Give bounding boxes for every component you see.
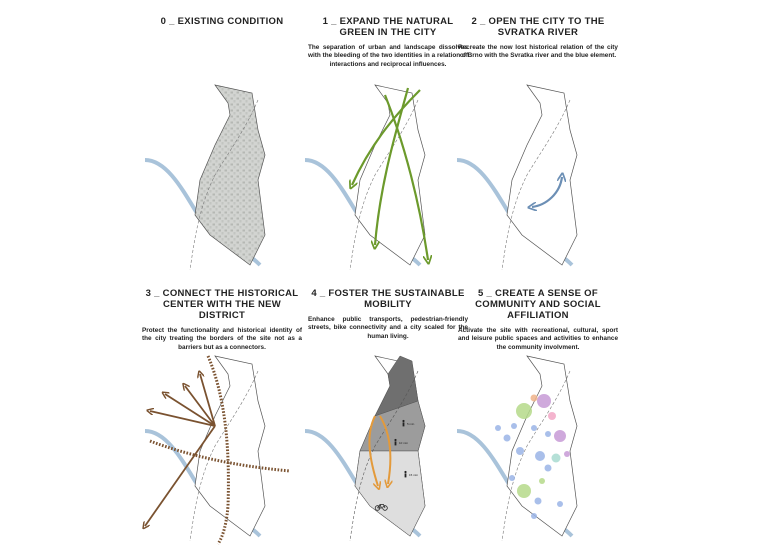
panel-connect-center: [142, 288, 302, 352]
site-boundary: [195, 356, 265, 536]
map-open-river: [452, 85, 612, 275]
panel-description: Enhance public transports, pedestrian-friendly streets, bike connectivity and a city scaled for the human living.: [308, 316, 468, 340]
panel-existing-condition: [142, 16, 302, 27]
pedestrian-icon: [404, 471, 406, 478]
panel-expand-green: [308, 16, 468, 69]
panel-title: 1 _ EXPAND THE NATURAL GREEN IN THE CITY: [322, 16, 454, 38]
panel-description: Recreate the now lost historical relation of the city of Brno with the Svratka river and the blue element.: [458, 44, 618, 60]
site-boundary: [507, 85, 577, 265]
map-community: [452, 356, 612, 546]
panel-title: 3 _ CONNECT THE HISTORICAL CENTER WITH THE NEW DISTRICT: [145, 288, 299, 321]
time-label-15: 15 min: [409, 473, 419, 477]
panel-sustainable-mobility: [308, 288, 468, 341]
panel-description: The separation of urban and landscape dissolves with the bleeding of the two identities in a relation of interactions and reciprocal influences.: [308, 44, 468, 68]
panel-description: Protect the functionality and historical identity of the city treating the borders of the site not as a barriers but as a connectors.: [142, 327, 302, 351]
panel-title: 2 _ OPEN THE CITY TO THE SVRATKA RIVER: [471, 16, 605, 38]
time-label-10: 10 min: [399, 441, 409, 445]
map-sustainable-mobility: [300, 356, 460, 546]
time-label-5: 5 min: [407, 422, 415, 426]
site-boundary-urban: [195, 85, 265, 265]
pedestrian-icon: [402, 420, 404, 427]
site-boundary: [355, 85, 425, 265]
panel-title: 0 _ EXISTING CONDITION: [160, 16, 284, 27]
map-connect-center: [140, 356, 300, 546]
panel-description: Activate the site with recreational, cultural, sport and leisure public spaces and activities to enhance the community involvment.: [458, 327, 618, 351]
site-boundary: [507, 356, 577, 536]
panel-title: 4 _ FOSTER THE SUSTAINABLE MOBILITY: [311, 288, 465, 310]
panel-community: [458, 288, 618, 352]
map-existing-condition: [140, 85, 300, 275]
panel-open-river: [458, 16, 618, 61]
panel-title: 5 _ CREATE A SENSE OF COMMUNITY AND SOCIAL AFFILIATION: [475, 288, 601, 321]
pedestrian-icon: [394, 439, 396, 446]
map-expand-green: [300, 85, 460, 275]
